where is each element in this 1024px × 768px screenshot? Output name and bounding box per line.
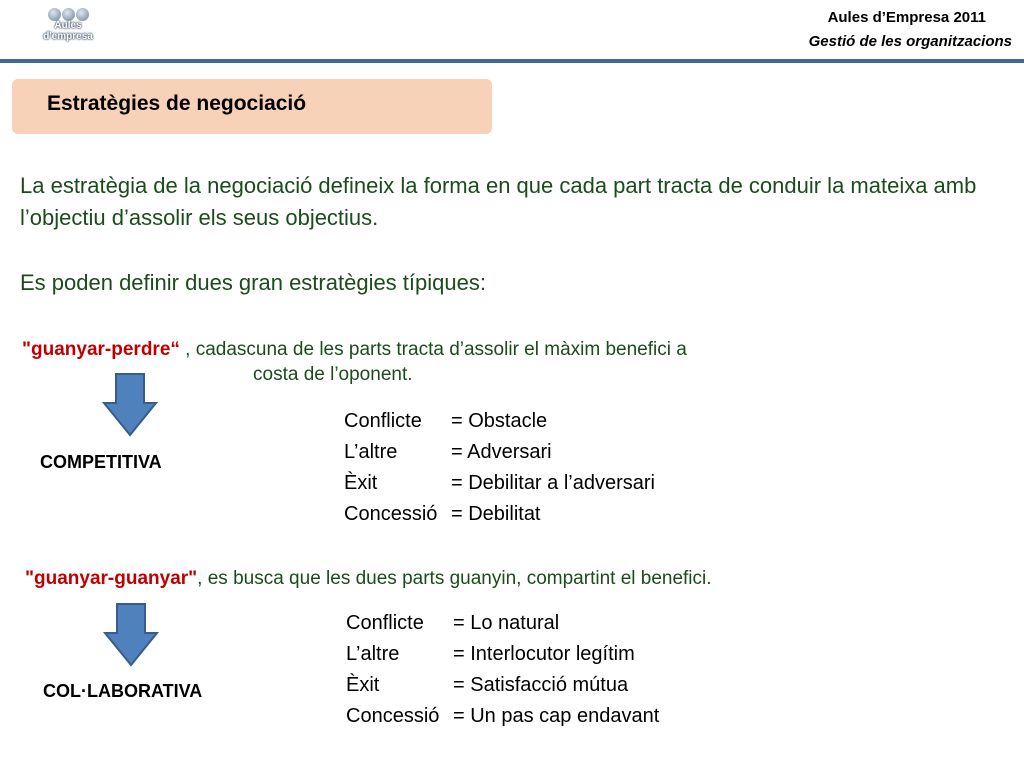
definition-row: [344, 468, 655, 499]
strategy-1-definitions: [344, 406, 655, 530]
definition-value: = Obstacle: [451, 410, 548, 432]
logo-text: [38, 20, 98, 42]
down-arrow-icon: [103, 603, 159, 667]
definition-term: Èxit: [346, 674, 380, 696]
down-arrow-icon: [102, 373, 158, 437]
definition-term: Concessió: [346, 705, 440, 727]
definition-row: [346, 639, 659, 670]
strategy-1-desc: , cadascuna de les parts tracta d’assolir el màxim benefici a: [179, 339, 687, 360]
strategy-1-label: COMPETITIVA: [40, 452, 162, 472]
definition-value: = Lo natural: [453, 612, 560, 634]
definition-row: [346, 670, 659, 701]
definition-value: = Adversari: [451, 441, 552, 463]
definition-term: Èxit: [344, 472, 378, 494]
definition-row: [344, 406, 655, 437]
definition-row: [346, 608, 659, 639]
definition-value: = Interlocutor legítim: [453, 643, 635, 665]
definition-term: Conflicte: [346, 612, 424, 634]
definition-term: Conflicte: [344, 410, 422, 432]
strategy-1-quote: "guanyar-perdre“: [22, 339, 180, 360]
strategy-1-line: [22, 336, 687, 364]
definition-value: = Debilitat: [451, 503, 541, 525]
intro-paragraph: La estratègia de la negociació defineix la forma en que cada part tracta de conduir la mateixa amb l’objectiu d’assolir els seus objectius.: [20, 173, 977, 230]
definition-row: [344, 437, 655, 468]
aules-logo-icon: [38, 8, 98, 58]
strategy-2-definitions: [346, 608, 659, 732]
header-subtitle: Gestió de les organitzacions: [808, 33, 1012, 50]
definition-term: L’altre: [344, 441, 398, 463]
slide-title: Estratègies de negociació: [47, 92, 307, 115]
definition-term: Concessió: [344, 503, 438, 525]
header-divider: [0, 59, 1024, 63]
strategy-2-label: COL·LABORATIVA: [43, 681, 203, 701]
strategy-2-desc: , es busca que les dues parts guanyin, compartint el benefici.: [197, 568, 712, 589]
definition-value: = Un pas cap endavant: [453, 705, 660, 727]
logo-line-2: d'empresa: [43, 31, 93, 42]
lead-text: Es poden definir dues gran estratègies típiques:: [20, 270, 486, 295]
definition-row: [346, 701, 659, 732]
definition-value: = Debilitar a l’adversari: [451, 472, 655, 494]
definition-row: [344, 499, 655, 530]
strategy-2-line: [25, 568, 712, 590]
header-title: Aules d’Empresa 2011: [827, 9, 986, 26]
definition-term: L’altre: [346, 643, 400, 665]
strategy-2-quote: "guanyar-guanyar": [25, 568, 198, 589]
strategy-1-desc-cont: costa de l’oponent.: [253, 364, 413, 385]
definition-value: = Satisfacció mútua: [453, 674, 629, 696]
logo-line-1: Aules: [54, 20, 82, 31]
